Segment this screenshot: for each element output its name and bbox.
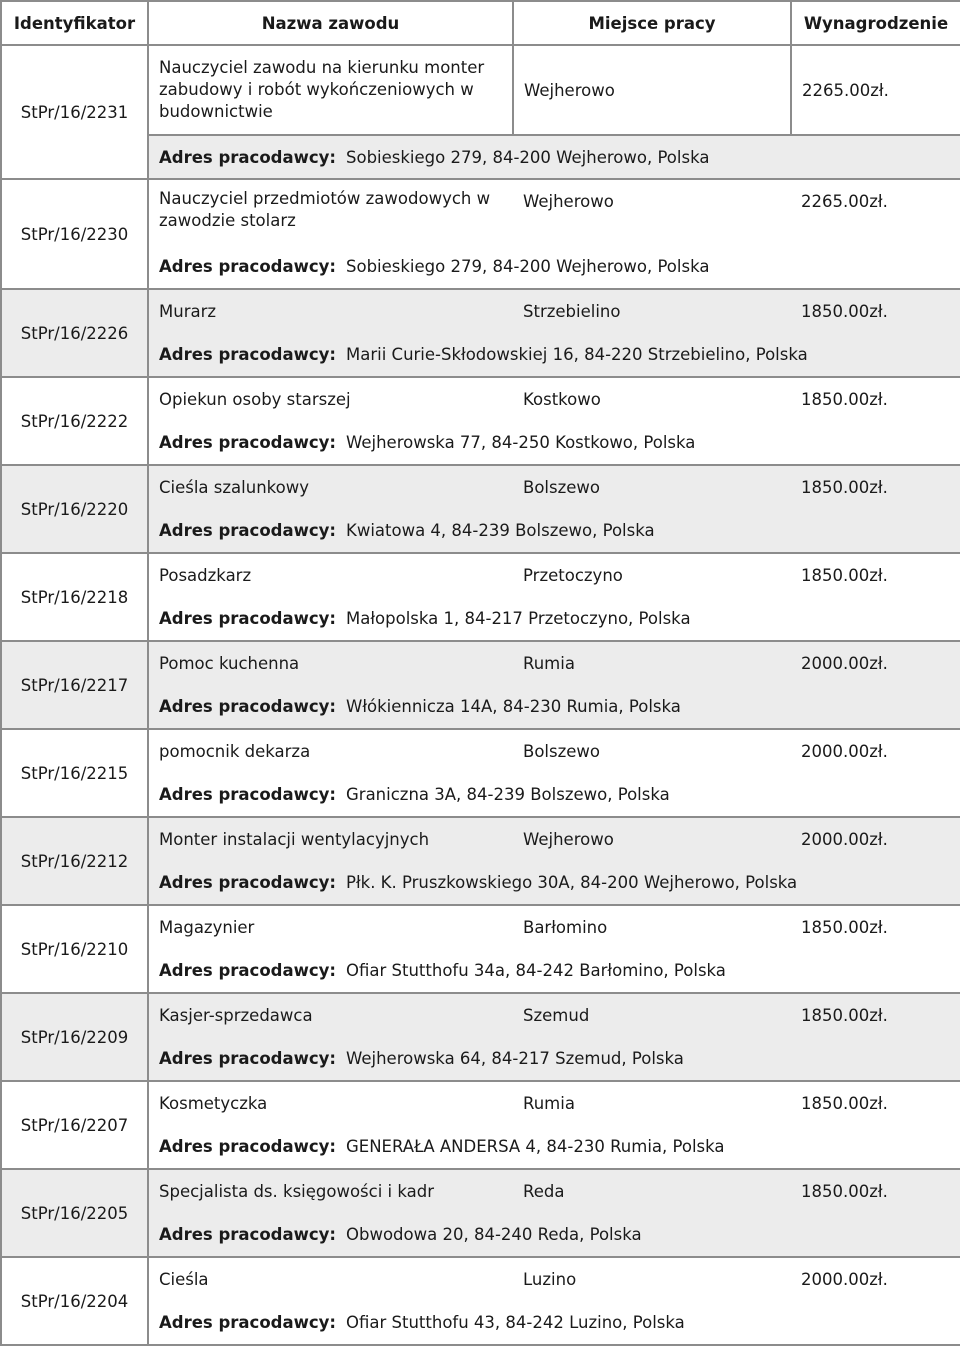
table-row	[1, 729, 960, 773]
row-address	[148, 421, 960, 465]
address-value: Marii Curie-Skłodowskiej 16, 84-220 Strzebielino, Polska	[346, 345, 808, 364]
row-address	[148, 1037, 960, 1081]
address-label: Adres pracodawcy:	[159, 961, 336, 980]
table-row	[1, 641, 960, 685]
table-row	[1, 905, 960, 949]
address-value: Ofiar Stutthofu 43, 84-242 Luzino, Polska	[346, 1313, 685, 1332]
row-job-name: Posadzkarz	[148, 553, 513, 597]
address-value: Ofiar Stutthofu 34a, 84-242 Barłomino, Polska	[346, 961, 726, 980]
row-address	[148, 597, 960, 641]
header-salary: Wynagrodzenie	[791, 1, 960, 45]
row-id: StPr/16/2226	[1, 289, 148, 377]
row-job-name: pomocnik dekarza	[148, 729, 513, 773]
row-id: StPr/16/2231	[1, 45, 148, 179]
row-location: Szemud	[513, 993, 791, 1037]
row-job-name: Magazynier	[148, 905, 513, 949]
address-value: GENERAŁA ANDERSA 4, 84-230 Rumia, Polska	[346, 1137, 725, 1156]
row-job-name: Specjalista ds. księgowości i kadr	[148, 1169, 513, 1213]
address-label: Adres pracodawcy:	[159, 1313, 336, 1332]
row-salary: 2000.00zł.	[791, 641, 960, 685]
table-row	[1, 465, 960, 509]
row-job-name: Opiekun osoby starszej	[148, 377, 513, 421]
table-row	[1, 289, 960, 333]
row-salary: 1850.00zł.	[791, 553, 960, 597]
address-label: Adres pracodawcy:	[159, 1225, 336, 1244]
row-address	[148, 1125, 960, 1169]
table-row	[1, 1169, 960, 1213]
row-address	[148, 1301, 960, 1345]
address-label: Adres pracodawcy:	[159, 521, 336, 540]
table-row	[1, 817, 960, 861]
row-salary: 1850.00zł.	[791, 1081, 960, 1125]
address-value: Wejherowska 64, 84-217 Szemud, Polska	[346, 1049, 684, 1068]
address-value: Kwiatowa 4, 84-239 Bolszewo, Polska	[346, 521, 655, 540]
address-value: Włókiennicza 14A, 84-230 Rumia, Polska	[346, 697, 681, 716]
table-body	[1, 45, 960, 1345]
table-row	[1, 179, 960, 245]
row-salary: 1850.00zł.	[791, 905, 960, 949]
row-salary: 1850.00zł.	[791, 289, 960, 333]
address-label: Adres pracodawcy:	[159, 257, 336, 276]
row-salary: 2000.00zł.	[791, 729, 960, 773]
address-value: Wejherowska 77, 84-250 Kostkowo, Polska	[346, 433, 696, 452]
row-location: Bolszewo	[513, 729, 791, 773]
row-id: StPr/16/2217	[1, 641, 148, 729]
address-value: Małopolska 1, 84-217 Przetoczyno, Polska	[346, 609, 691, 628]
address-value: Graniczna 3A, 84-239 Bolszewo, Polska	[346, 785, 670, 804]
row-location: Barłomino	[513, 905, 791, 949]
row-location: Przetoczyno	[513, 553, 791, 597]
row-address	[148, 685, 960, 729]
row-location: Wejherowo	[513, 179, 791, 245]
row-id: StPr/16/2218	[1, 553, 148, 641]
address-label: Adres pracodawcy:	[159, 609, 336, 628]
row-address	[148, 773, 960, 817]
address-label: Adres pracodawcy:	[159, 433, 336, 452]
address-value: Płk. K. Pruszkowskiego 30A, 84-200 Wejherowo, Polska	[346, 873, 798, 892]
row-salary: 1850.00zł.	[791, 993, 960, 1037]
row-job-name: Murarz	[148, 289, 513, 333]
table-row	[1, 553, 960, 597]
address-label: Adres pracodawcy:	[159, 345, 336, 364]
row-job-name: Kasjer-sprzedawca	[148, 993, 513, 1037]
row-id: StPr/16/2210	[1, 905, 148, 993]
address-value: Sobieskiego 279, 84-200 Wejherowo, Polska	[346, 257, 710, 276]
row-address	[148, 949, 960, 993]
row-id: StPr/16/2222	[1, 377, 148, 465]
header-name: Nazwa zawodu	[148, 1, 513, 45]
row-address	[148, 135, 960, 179]
row-salary: 2000.00zł.	[791, 817, 960, 861]
row-job-name: Cieśla	[148, 1257, 513, 1301]
address-label: Adres pracodawcy:	[159, 147, 336, 167]
row-job-name: Nauczyciel zawodu na kierunku monter zabudowy i robót wykończeniowych w budownictwie	[148, 45, 513, 135]
row-id: StPr/16/2212	[1, 817, 148, 905]
address-value: Sobieskiego 279, 84-200 Wejherowo, Polska	[346, 147, 710, 167]
table-row	[1, 45, 960, 135]
row-job-name: Cieśla szalunkowy	[148, 465, 513, 509]
row-id: StPr/16/2207	[1, 1081, 148, 1169]
row-address	[148, 245, 960, 289]
table-row	[1, 1257, 960, 1301]
row-location: Wejherowo	[513, 817, 791, 861]
row-salary: 1850.00zł.	[791, 1169, 960, 1213]
table-header-row	[1, 1, 960, 45]
row-address	[148, 509, 960, 553]
row-id: StPr/16/2230	[1, 179, 148, 289]
address-label: Adres pracodawcy:	[159, 1049, 336, 1068]
row-salary: 1850.00zł.	[791, 377, 960, 421]
row-address	[148, 333, 960, 377]
header-id: Identyfikator	[1, 1, 148, 45]
address-value: Obwodowa 20, 84-240 Reda, Polska	[346, 1225, 642, 1244]
row-job-name: Pomoc kuchenna	[148, 641, 513, 685]
row-location: Wejherowo	[513, 45, 791, 135]
row-salary: 2265.00zł.	[791, 45, 960, 135]
table-row	[1, 993, 960, 1037]
address-label: Adres pracodawcy:	[159, 1137, 336, 1156]
row-id: StPr/16/2205	[1, 1169, 148, 1257]
row-id: StPr/16/2220	[1, 465, 148, 553]
row-location: Reda	[513, 1169, 791, 1213]
row-location: Rumia	[513, 641, 791, 685]
row-location: Bolszewo	[513, 465, 791, 509]
row-address	[148, 861, 960, 905]
table-row	[1, 1081, 960, 1125]
row-address	[148, 1213, 960, 1257]
row-location: Kostkowo	[513, 377, 791, 421]
row-job-name: Monter instalacji wentylacyjnych	[148, 817, 513, 861]
row-id: StPr/16/2204	[1, 1257, 148, 1345]
row-location: Rumia	[513, 1081, 791, 1125]
row-salary: 2000.00zł.	[791, 1257, 960, 1301]
row-salary: 2265.00zł.	[791, 179, 960, 245]
row-salary: 1850.00zł.	[791, 465, 960, 509]
address-label: Adres pracodawcy:	[159, 697, 336, 716]
row-id: StPr/16/2215	[1, 729, 148, 817]
table-row	[1, 377, 960, 421]
address-label: Adres pracodawcy:	[159, 785, 336, 804]
row-job-name: Nauczyciel przedmiotów zawodowych w zawodzie stolarz	[148, 179, 513, 245]
address-label: Adres pracodawcy:	[159, 873, 336, 892]
header-location: Miejsce pracy	[513, 1, 791, 45]
row-location: Strzebielino	[513, 289, 791, 333]
row-location: Luzino	[513, 1257, 791, 1301]
row-id: StPr/16/2209	[1, 993, 148, 1081]
row-job-name: Kosmetyczka	[148, 1081, 513, 1125]
